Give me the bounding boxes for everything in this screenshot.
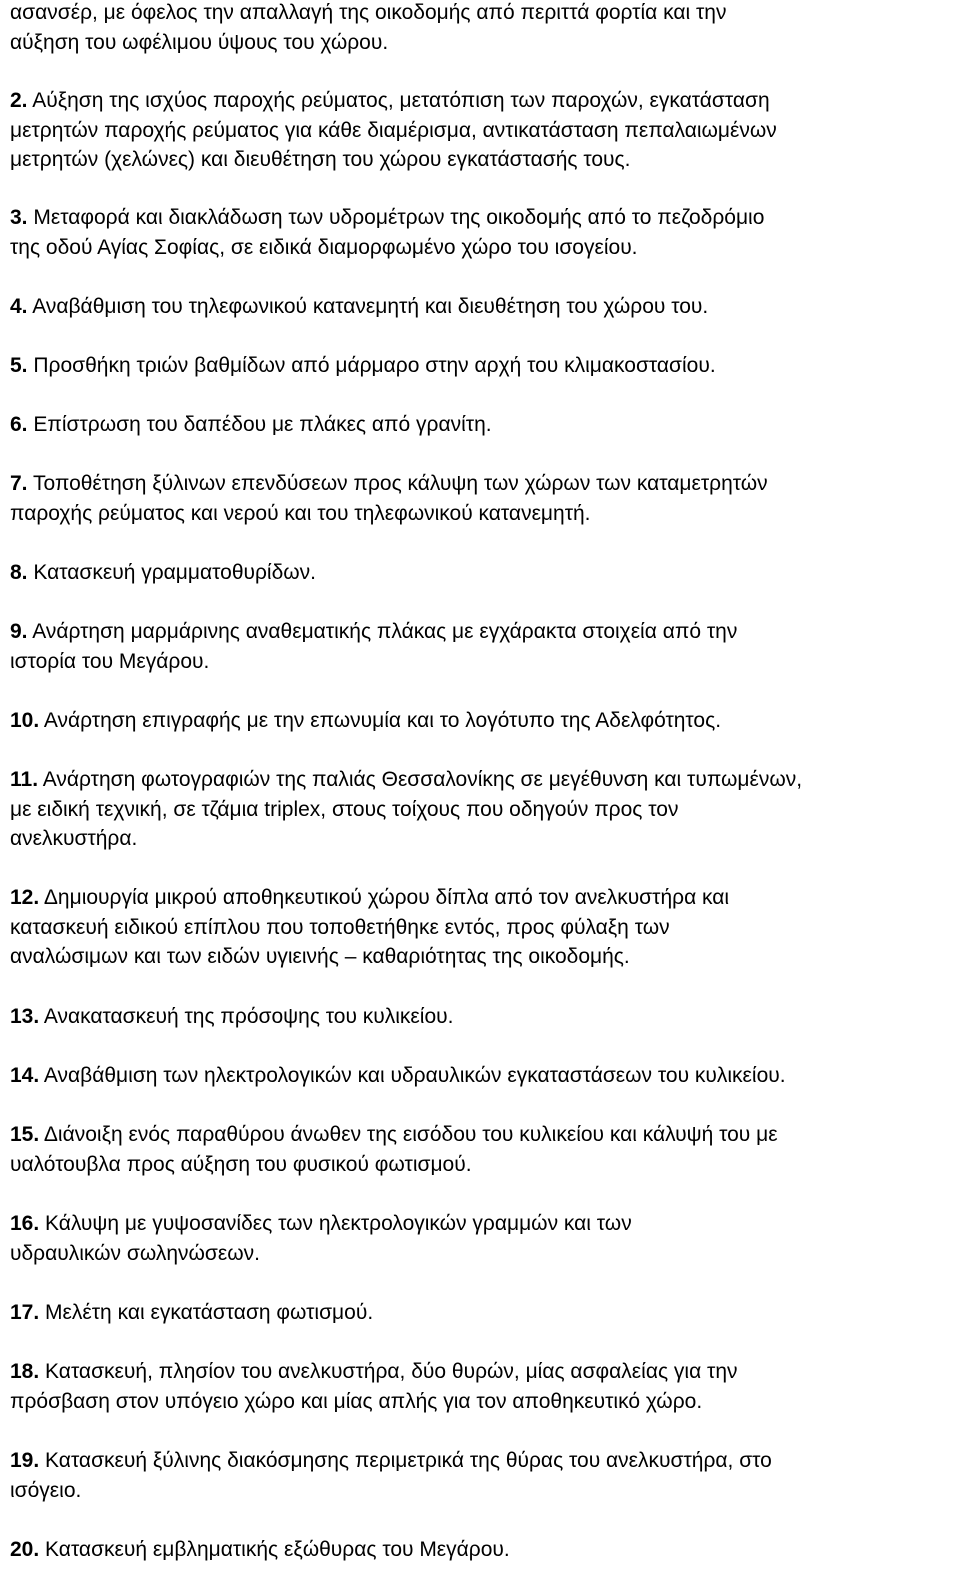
item-number: 9. xyxy=(10,620,28,643)
item-text-line: μετρητών (χελώνες) και διευθέτηση του χώρου εγκατάστασής τους. xyxy=(10,148,631,171)
list-item xyxy=(10,883,940,972)
item-number: 5. xyxy=(10,354,28,377)
item-number: 19. xyxy=(10,1449,40,1472)
item-number: 3. xyxy=(10,206,28,229)
item-number: 12. xyxy=(10,886,40,909)
list-item xyxy=(10,1298,940,1328)
item-number: 13. xyxy=(10,1005,40,1028)
item-text-line: Δημιουργία μικρού αποθηκευτικού χώρου δίπλα από τον ανελκυστήρα και xyxy=(43,886,730,909)
item-number: 18. xyxy=(10,1360,40,1383)
item-text-line: Ανακατασκευή της πρόσοψης του κυλικείου. xyxy=(43,1005,454,1028)
item-number: 16. xyxy=(10,1212,40,1235)
list-item xyxy=(10,617,940,676)
item-text-line: Κάλυψη με γυψοσανίδες των ηλεκτρολογικών γραμμών και των xyxy=(45,1212,632,1235)
item-text-line: Τοποθέτηση ξύλινων επενδύσεων προς κάλυψη των χώρων των καταμετρητών xyxy=(32,472,768,495)
item-text-line: αναλώσιμων και των ειδών υγιεινής – καθαριότητας της οικοδομής. xyxy=(10,945,630,968)
intro-paragraph xyxy=(10,0,940,57)
item-number: 6. xyxy=(10,413,28,436)
item-text-line: Αναβάθμιση του τηλεφωνικού κατανεμητή και διευθέτηση του χώρου του. xyxy=(32,295,709,318)
item-number: 11. xyxy=(10,768,39,791)
item-number: 20. xyxy=(10,1538,40,1561)
item-number: 17. xyxy=(10,1301,40,1324)
list-item xyxy=(10,410,940,440)
item-text-line: Μελέτη και εγκατάσταση φωτισμού. xyxy=(45,1301,374,1324)
item-text-line: ιστορία του Μεγάρου. xyxy=(10,649,210,673)
list-item xyxy=(10,1209,940,1268)
list-item xyxy=(10,351,940,381)
item-text-line: Ανάρτηση μαρμάρινης αναθεματικής πλάκας με εγχάρακτα στοιχεία από την xyxy=(32,620,738,643)
item-text-line: Διάνοιξη ενός παραθύρου άνωθεν της εισόδου του κυλικείου και κάλυψή του με xyxy=(43,1123,778,1146)
item-number: 7. xyxy=(10,472,28,495)
list-item xyxy=(10,469,940,528)
item-text-line: της οδού Αγίας Σοφίας, σε ειδικά διαμορφωμένο χώρο του ισογείου. xyxy=(10,235,638,259)
list-item xyxy=(10,1446,940,1505)
item-text-line: με ειδική τεχνική, σε τζάμια triplex, στους τοίχους που οδηγούν προς τον xyxy=(10,797,679,821)
list-item xyxy=(10,86,940,175)
item-text-line: Αύξηση της ισχύος παροχής ρεύματος, μετατόπιση των παροχών, εγκατάσταση xyxy=(32,89,770,112)
item-text-line: ανελκυστήρα. xyxy=(10,827,138,850)
text-line: ασανσέρ, με όφελος την απαλλαγή της οικοδομής από περιττά φορτία και την xyxy=(10,1,727,24)
list-item xyxy=(10,203,940,262)
item-number: 8. xyxy=(10,561,28,584)
item-text-line: Κατασκευή ξύλινης διακόσμησης περιμετρικά της θύρας του ανελκυστήρα, στο xyxy=(45,1449,772,1472)
list-item xyxy=(10,1061,940,1091)
text-line: αύξηση του ωφέλιμου ύψους του χώρου. xyxy=(10,30,389,54)
list-item xyxy=(10,1120,940,1179)
item-text-line: Κατασκευή γραμματοθυρίδων. xyxy=(33,561,317,584)
item-number: 2. xyxy=(10,89,28,112)
item-number: 14. xyxy=(10,1064,40,1087)
item-text-line: Ανάρτηση φωτογραφιών της παλιάς Θεσσαλονίκης σε μεγέθυνση και τυπωμένων, xyxy=(42,768,803,791)
item-number: 15. xyxy=(10,1123,40,1146)
item-text-line: Αναβάθμιση των ηλεκτρολογικών και υδραυλικών εγκαταστάσεων του κυλικείου. xyxy=(43,1064,786,1087)
item-text-line: υδραυλικών σωληνώσεων. xyxy=(10,1241,260,1265)
item-text-line: Μεταφορά και διακλάδωση των υδρομέτρων της οικοδομής από το πεζοδρόμιο xyxy=(33,206,765,229)
item-text-line: Ανάρτηση επιγραφής με την επωνυμία και το λογότυπο της Αδελφότητος. xyxy=(43,709,722,732)
item-text-line: υαλότουβλα προς αύξηση του φυσικού φωτισμού. xyxy=(10,1152,472,1176)
list-item xyxy=(10,1535,940,1565)
item-text-line: κατασκευή ειδικού επίπλου που τοποθετήθηκε εντός, προς φύλαξη των xyxy=(10,915,670,939)
list-item xyxy=(10,292,940,322)
item-text-line: μετρητών παροχής ρεύματος για κάθε διαμέρισμα, αντικατάσταση πεπαλαιωμένων xyxy=(10,118,777,142)
list-item xyxy=(10,1002,940,1032)
item-text-line: παροχής ρεύματος και νερού και του τηλεφωνικού κατανεμητή. xyxy=(10,501,591,525)
list-item xyxy=(10,765,940,854)
list-item xyxy=(10,558,940,588)
item-text-line: Κατασκευή, πλησίον του ανελκυστήρα, δύο θυρών, μίας ασφαλείας για την xyxy=(45,1360,738,1383)
item-number: 10. xyxy=(10,709,40,732)
item-text-line: Κατασκευή εμβληματικής εξώθυρας του Μεγάρου. xyxy=(45,1538,510,1561)
item-text-line: Επίστρωση του δαπέδου με πλάκες από γρανίτη. xyxy=(33,413,492,436)
item-text-line: Προσθήκη τριών βαθμίδων από μάρμαρο στην αρχή του κλιμακοστασίου. xyxy=(33,354,716,377)
list-item xyxy=(10,706,940,736)
item-text-line: πρόσβαση στον υπόγειο χώρο και μίας απλής για τον αποθηκευτικό χώρο. xyxy=(10,1389,703,1413)
item-number: 4. xyxy=(10,295,28,318)
item-text-line: ισόγειο. xyxy=(10,1478,82,1502)
list-item xyxy=(10,1357,940,1416)
